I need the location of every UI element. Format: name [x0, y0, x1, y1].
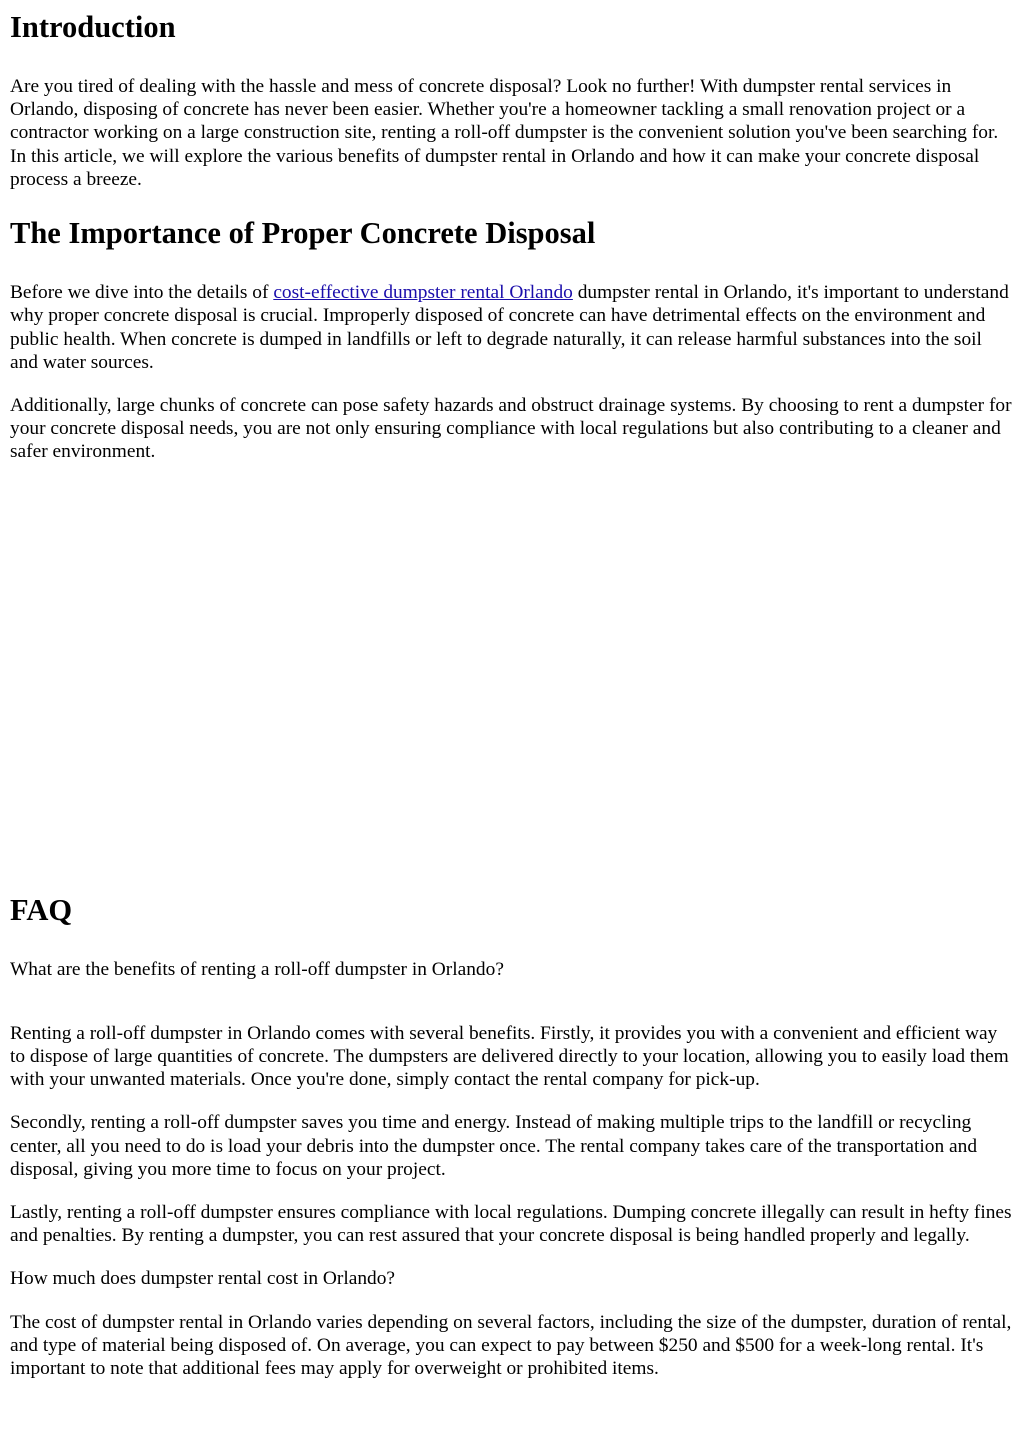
- faq-heading: FAQ: [10, 892, 73, 927]
- importance-heading: The Importance of Proper Concrete Disposal: [10, 216, 596, 251]
- importance-paragraph-1: [10, 281, 1014, 374]
- importance-paragraph-1-lead-text: Before we dive into the details of: [10, 282, 274, 304]
- dumpster-rental-link[interactable]: cost-effective dumpster rental Orlando: [273, 282, 573, 304]
- faq-question-1: What are the benefits of renting a roll-off dumpster in Orlando?: [10, 958, 504, 980]
- faq-question-2: How much does dumpster rental cost in Orlando?: [10, 1268, 396, 1290]
- importance-paragraph-2: Additionally, large chunks of concrete can pose safety hazards and obstruct drainage systems. By choosing to rent a dumpster for your concrete disposal needs, you are not only ensuring compliance with local regulations but also contributing to a cleaner and safer environment.: [10, 394, 1012, 463]
- importance-paragraph-1-trail-text: dumpster rental in Orlando, it's important to understand why proper concrete disposal is crucial. Improperly disposed of concrete can have detrimental effects on the environment and public health. When concrete is dumped in landfills or left to degrade naturally, it can release harmful substances into the soil and water sources.: [10, 282, 1009, 373]
- faq-answer-1-paragraph-2: Secondly, renting a roll-off dumpster saves you time and energy. Instead of making multiple trips to the landfill or recycling center, all you need to do is load your debris into the dumpster once. The rental company takes care of the transportation and disposal, giving you more time to focus on your project.: [10, 1112, 978, 1180]
- introduction-paragraph: Are you tired of dealing with the hassle and mess of concrete disposal? Look no further! With dumpster rental services in Orlando, disposing of concrete has never been easier. Whether you're a homeowner tackling a small renovation project or a contractor working on a large construction site, renting a roll-off dumpster is the convenient solution you've been searching for. In this article, we will explore the various benefits of dumpster rental in Orlando and how it can make your concrete disposal process a breeze.: [10, 76, 999, 190]
- blank-space: [10, 464, 1014, 893]
- introduction-heading: Introduction: [10, 10, 176, 44]
- faq-answer-2: The cost of dumpster rental in Orlando varies depending on several factors, including the size of the dumpster, duration of rental, and type of material being disposed of. On average, you can expect to pay between $250 and $500 for a week-long rental. It's important to note that additional fees may apply for overweight or prohibited items.: [10, 1311, 1012, 1380]
- faq-answer-1-paragraph-3: Lastly, renting a roll-off dumpster ensures compliance with local regulations. Dumping concrete illegally can result in hefty fines and penalties. By renting a dumpster, you can rest assured that your concrete disposal is being handled properly and legally.: [10, 1202, 1012, 1247]
- faq-answer-1-paragraph-1: Renting a roll-off dumpster in Orlando comes with several benefits. Firstly, it provides you with a convenient and efficient way to dispose of large quantities of concrete. The dumpsters are delivered directly to your location, allowing you to easily load them with your unwanted materials. Once you're done, simply contact the rental company for pick-up.: [10, 1022, 1009, 1091]
